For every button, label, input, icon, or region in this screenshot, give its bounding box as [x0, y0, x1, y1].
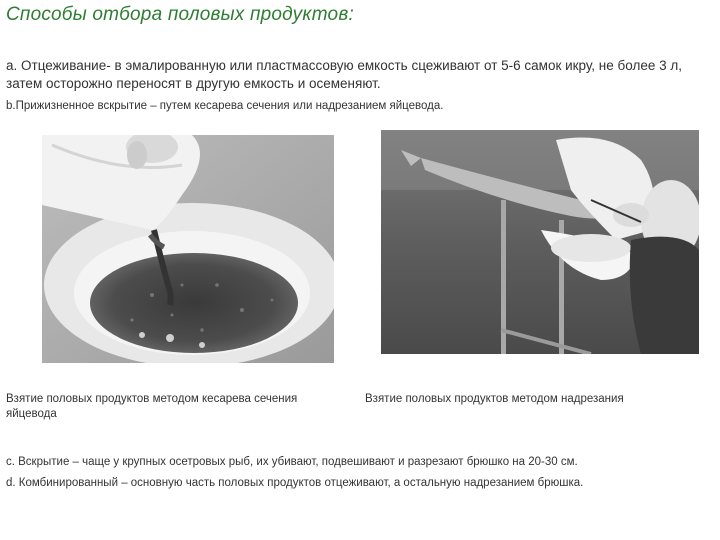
caption-left: Взятие половых продуктов методом кесарева сечения яйцевода — [6, 393, 298, 420]
page-title: Способы отбора половых продуктов: — [6, 4, 354, 25]
caption-right: Взятие половых продуктов методом надрезания — [365, 393, 624, 405]
paragraph-d: d. Комбинированный – основную часть половых продуктов отцеживают, а остальную надрезанием брюшка. — [6, 477, 584, 489]
photo-caesarean — [42, 135, 334, 363]
paragraph-b: b.Прижизненное вскрытие – путем кесарева сечения или надрезанием яйцевода. — [6, 100, 444, 112]
paragraph-c: c. Вскрытие – чаще у крупных осетровых рыб, их убивают, подвешивают и разрезают брюшко на 20-30 см. — [6, 456, 578, 468]
paragraph-a: a. Отцеживание- в эмалированную или пластмассовую емкость сцеживают от 5-6 самок икру, не более 3 л, затем осторожно переносят в другую емкость и осеменяют. — [6, 58, 682, 91]
photo-incision — [381, 130, 699, 354]
